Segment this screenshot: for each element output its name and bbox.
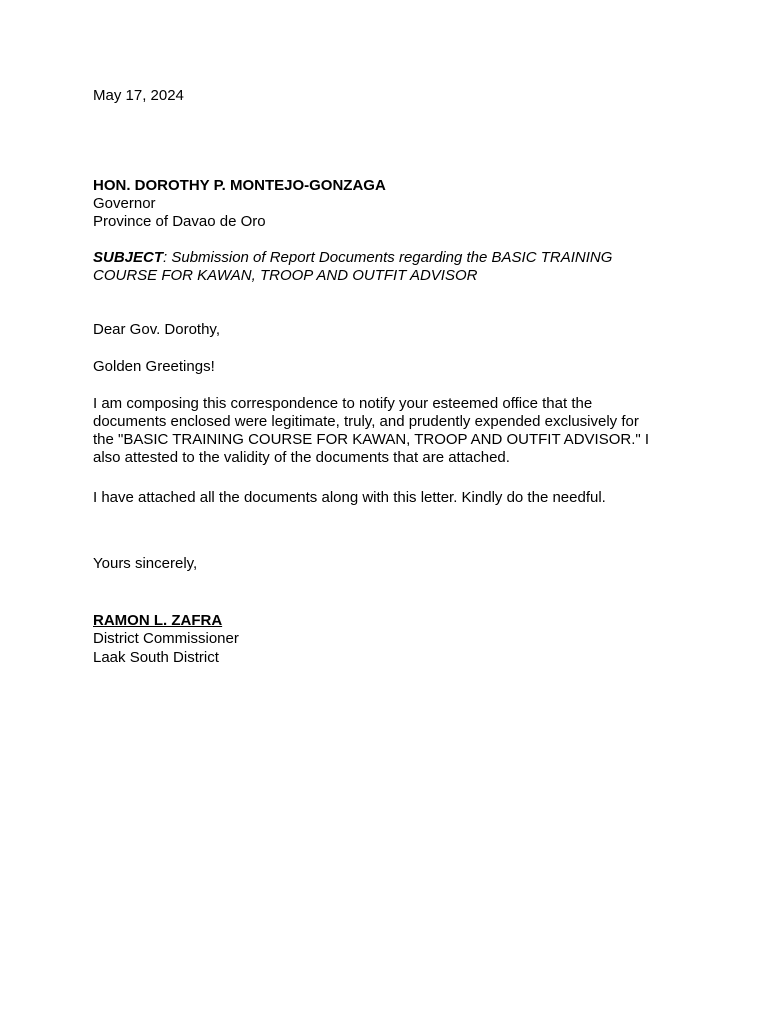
recipient-office: Province of Davao de Oro [93,213,266,230]
subject-text-1: : Submission of Report Documents regarding the BASIC TRAINING [163,249,613,266]
sender-office: Laak South District [93,649,219,666]
subject-line-1 [93,249,612,267]
salutation: Dear Gov. Dorothy, [93,321,220,338]
recipient-title: Governor [93,195,156,212]
body-paragraph-1-line: I am composing this correspondence to notify your esteemed office that the [93,395,593,412]
closing: Yours sincerely, [93,555,198,572]
body-paragraph-1-line: documents enclosed were legitimate, truly, and prudently expended exclusively for [93,413,639,430]
body-paragraph-1-line: the "BASIC TRAINING COURSE FOR KAWAN, TROOP AND OUTFIT ADVISOR." I [93,431,650,448]
recipient-name: HON. DOROTHY P. MONTEJO-GONZAGA [93,177,386,194]
body-paragraph-1-line: also attested to the validity of the documents that are attached. [93,449,510,466]
greeting: Golden Greetings! [93,358,215,375]
subject-line-2: COURSE FOR KAWAN, TROOP AND OUTFIT ADVISOR [93,267,478,284]
body-paragraph-1 [93,395,683,467]
letter-date: May 17, 2024 [93,87,184,104]
sender-title: District Commissioner [93,630,239,647]
body-paragraph-2: I have attached all the documents along with this letter. Kindly do the needful. [93,489,606,506]
sender-name: RAMON L. ZAFRA [93,612,223,629]
subject-label: SUBJECT [93,249,164,266]
